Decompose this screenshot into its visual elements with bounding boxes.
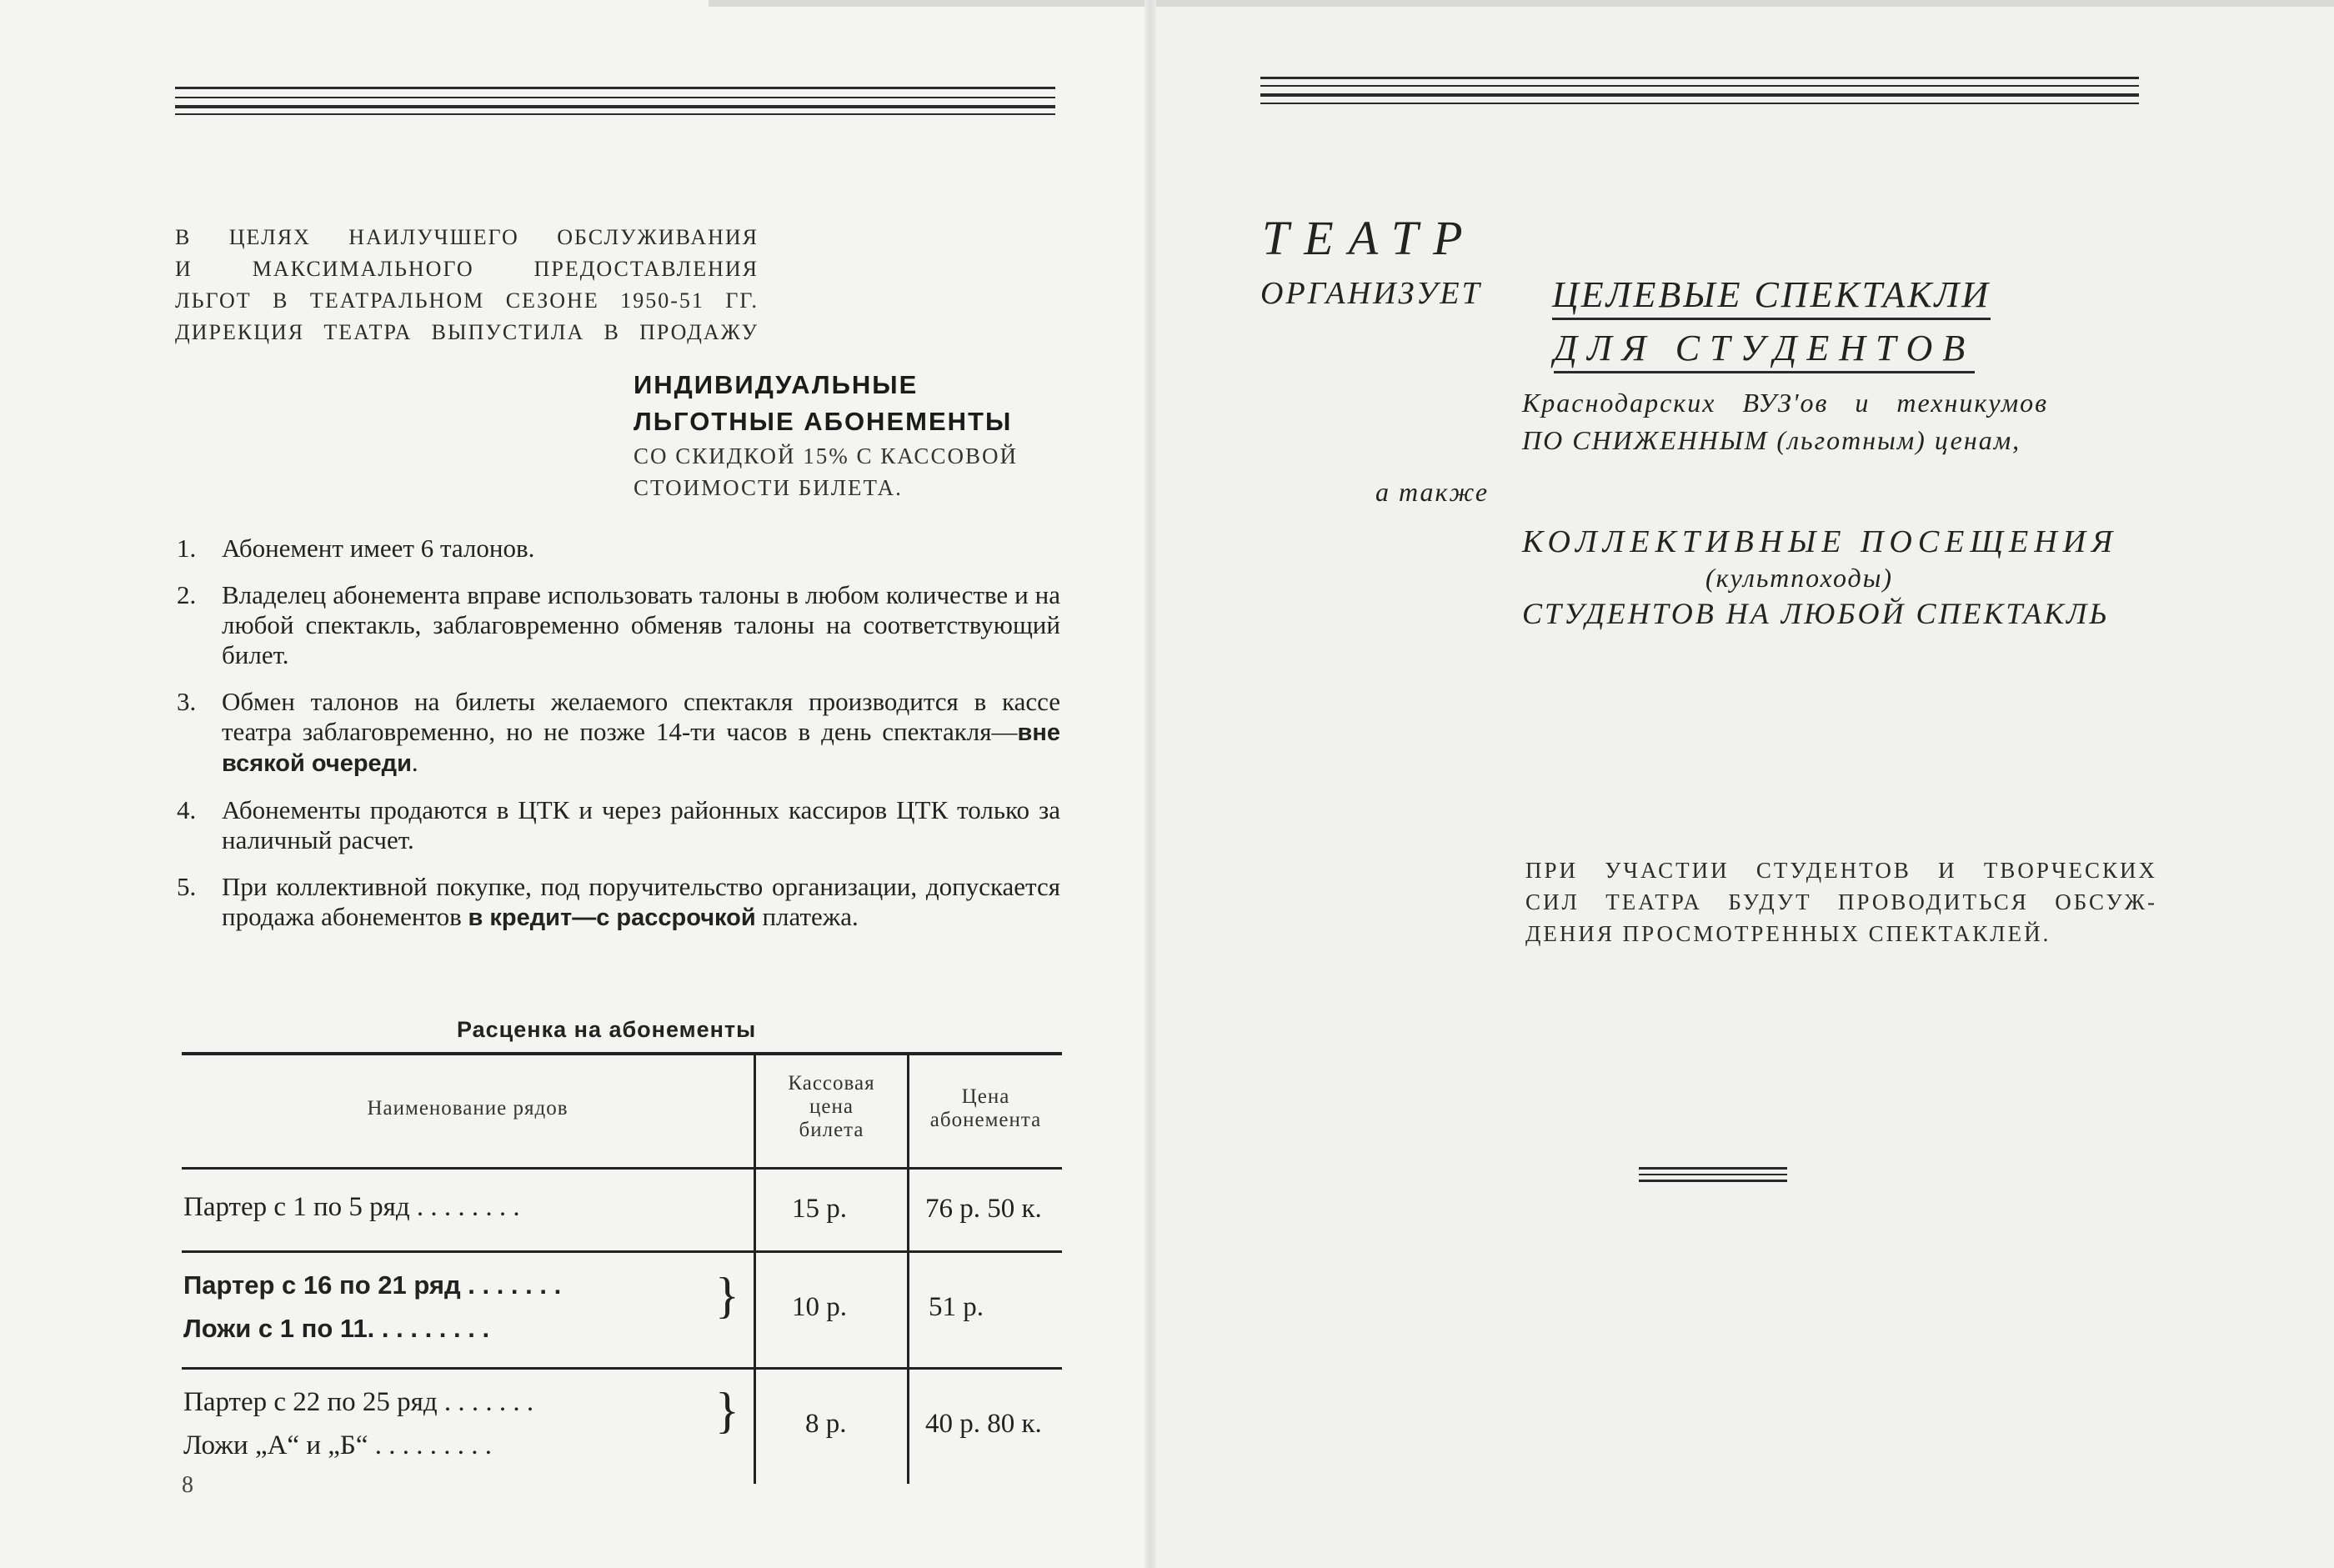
row-brace: } xyxy=(715,1268,739,1323)
price-table-title: Расценка на абонементы xyxy=(457,1017,757,1042)
intro-line: ЛЬГОТ В ТЕАТРАЛЬНОМ СЕЗОНЕ 1950-51 ГГ. xyxy=(175,288,759,313)
header-line: абонемента xyxy=(929,1109,1042,1131)
rule-text: Абонемент имеет 6 талонов. xyxy=(222,534,535,563)
top-rule-left xyxy=(175,87,1055,117)
intro-line: И МАКСИМАЛЬНОГО ПРЕДОСТАВЛЕНИЯ xyxy=(175,257,759,281)
rule-text: Абонементы продаются в ЦТК и через районных кассиров ЦТК только за наличный расчет. xyxy=(222,795,1060,854)
page-number: 8 xyxy=(182,1472,193,1498)
rules-list xyxy=(177,534,1060,949)
rule-emphasis: в кредит—с рассрочкой xyxy=(468,904,756,931)
row-box-price: 15 р. xyxy=(792,1194,847,1224)
rule-number: 3. xyxy=(177,687,197,716)
header-line: Цена xyxy=(961,1085,1010,1108)
row-brace: } xyxy=(715,1383,739,1438)
header-line: цена xyxy=(809,1095,854,1118)
header-sub-price xyxy=(909,1085,1062,1132)
row-box-price: 10 р. xyxy=(792,1292,847,1322)
for-students: ДЛЯ СТУДЕНТОВ xyxy=(1554,327,1975,373)
header-row-names: Наименование рядов xyxy=(367,1097,568,1120)
krasnodar-line: Краснодарских ВУЗ'ов и техникумов xyxy=(1522,388,2049,418)
subscription-title-2: ЛЬГОТНЫЕ АБОНЕМЕНТЫ xyxy=(634,407,1013,436)
row-name: Партер с 1 по 5 ряд . . . . . . . . xyxy=(183,1192,520,1222)
rule-item xyxy=(177,872,1060,933)
rule-number: 5. xyxy=(177,872,197,901)
table-row-rule xyxy=(182,1250,1062,1253)
header-box-price xyxy=(756,1072,907,1142)
rule-number: 4. xyxy=(177,795,197,824)
rule-text: При коллективной покупке, под поручительство организации, допускается продажа абонементов xyxy=(222,872,1060,931)
students-any-performance: СТУДЕНТОВ НА ЛЮБОЙ СПЕКТАКЛЬ xyxy=(1522,597,2110,630)
bottom-ornament-rule xyxy=(1639,1167,1787,1184)
cultural-trips: (культпоходы) xyxy=(1705,563,1894,593)
rule-text: Владелец абонемента вправе использовать талоны в любом количестве и на любой спектакль, заблаговременно обменяв талоны на соответствующий билет. xyxy=(222,580,1060,669)
subscription-title-1: ИНДИВИДУАЛЬНЫЕ xyxy=(634,370,919,399)
header-line: Кассовая xyxy=(788,1072,875,1095)
row-sub-price: 76 р. 50 к. xyxy=(925,1194,1042,1224)
rule-item xyxy=(177,795,1060,855)
note-line: ПРИ УЧАСТИИ СТУДЕНТОВ И ТВОРЧЕСКИХ xyxy=(1525,858,2157,883)
subscription-sub-2: СТОИМОСТИ БИЛЕТА. xyxy=(634,475,903,500)
collective-visits: КОЛЛЕКТИВНЫЕ ПОСЕЩЕНИЯ xyxy=(1522,524,2119,559)
rule-tail: платежа. xyxy=(755,902,859,931)
intro-line: В ЦЕЛЯХ НАИЛУЧШЕГО ОБСЛУЖИВАНИЯ xyxy=(175,225,759,249)
subscription-heading xyxy=(634,367,1060,503)
row-box-price: 8 р. xyxy=(805,1409,847,1439)
left-page xyxy=(0,0,1150,1568)
row-sub-price: 40 р. 80 к. xyxy=(925,1409,1042,1439)
table-top-rule xyxy=(182,1052,1062,1055)
book-gutter xyxy=(1144,0,1156,1568)
discussion-note xyxy=(1525,854,2157,949)
rule-item xyxy=(177,580,1060,670)
rule-emphasis: вне всякой очереди xyxy=(222,719,1060,777)
rule-tail: . xyxy=(411,748,418,777)
row-name: Ложи с 1 по 11. . . . . . . . . xyxy=(183,1314,490,1343)
rule-text: Обмен талонов на билеты желаемого спектакля производится в кассе театра заблаговременно, но не позже 14-ти часов в день спектакля— xyxy=(222,687,1060,746)
table-header-rule xyxy=(182,1167,1062,1170)
top-rule-right xyxy=(1260,77,2139,107)
note-line: ДЕНИЯ ПРОСМОТРЕННЫХ СПЕКТАКЛЕЙ. xyxy=(1525,921,2051,946)
reduced-prices-line: ПО СНИЖЕННЫМ (льготным) ценам, xyxy=(1522,425,2021,455)
organizes-label: ОРГАНИЗУЕТ xyxy=(1260,276,1482,311)
rule-number: 1. xyxy=(177,534,197,563)
intro-line: ДИРЕКЦИЯ ТЕАТРА ВЫПУСТИЛА В ПРОДАЖУ xyxy=(175,320,759,344)
rule-number: 2. xyxy=(177,580,197,609)
note-line: СИЛ ТЕАТРА БУДУТ ПРОВОДИТЬСЯ ОБСУЖ- xyxy=(1525,889,2157,914)
header-line: билета xyxy=(799,1119,864,1141)
price-table xyxy=(182,1052,1062,1484)
theatre-title: ТЕАТР xyxy=(1262,211,1478,265)
rule-item xyxy=(177,687,1060,779)
row-name: Партер с 22 по 25 ряд . . . . . . . xyxy=(183,1387,534,1417)
subscription-sub-1: СО СКИДКОЙ 15% С КАССОВОЙ xyxy=(634,443,1018,468)
rule-item xyxy=(177,534,1060,564)
page-top-edge xyxy=(709,0,2334,7)
also-label: а также xyxy=(1375,477,1490,507)
row-name: Партер с 16 по 21 ряд . . . . . . . xyxy=(183,1270,562,1300)
table-row-rule xyxy=(182,1367,1062,1370)
row-sub-price: 51 р. xyxy=(929,1292,984,1322)
row-name: Ложи „А“ и „Б“ . . . . . . . . . xyxy=(183,1430,492,1460)
target-performances: ЦЕЛЕВЫЕ СПЕКТАКЛИ xyxy=(1552,273,1991,320)
intro-text xyxy=(175,222,759,348)
